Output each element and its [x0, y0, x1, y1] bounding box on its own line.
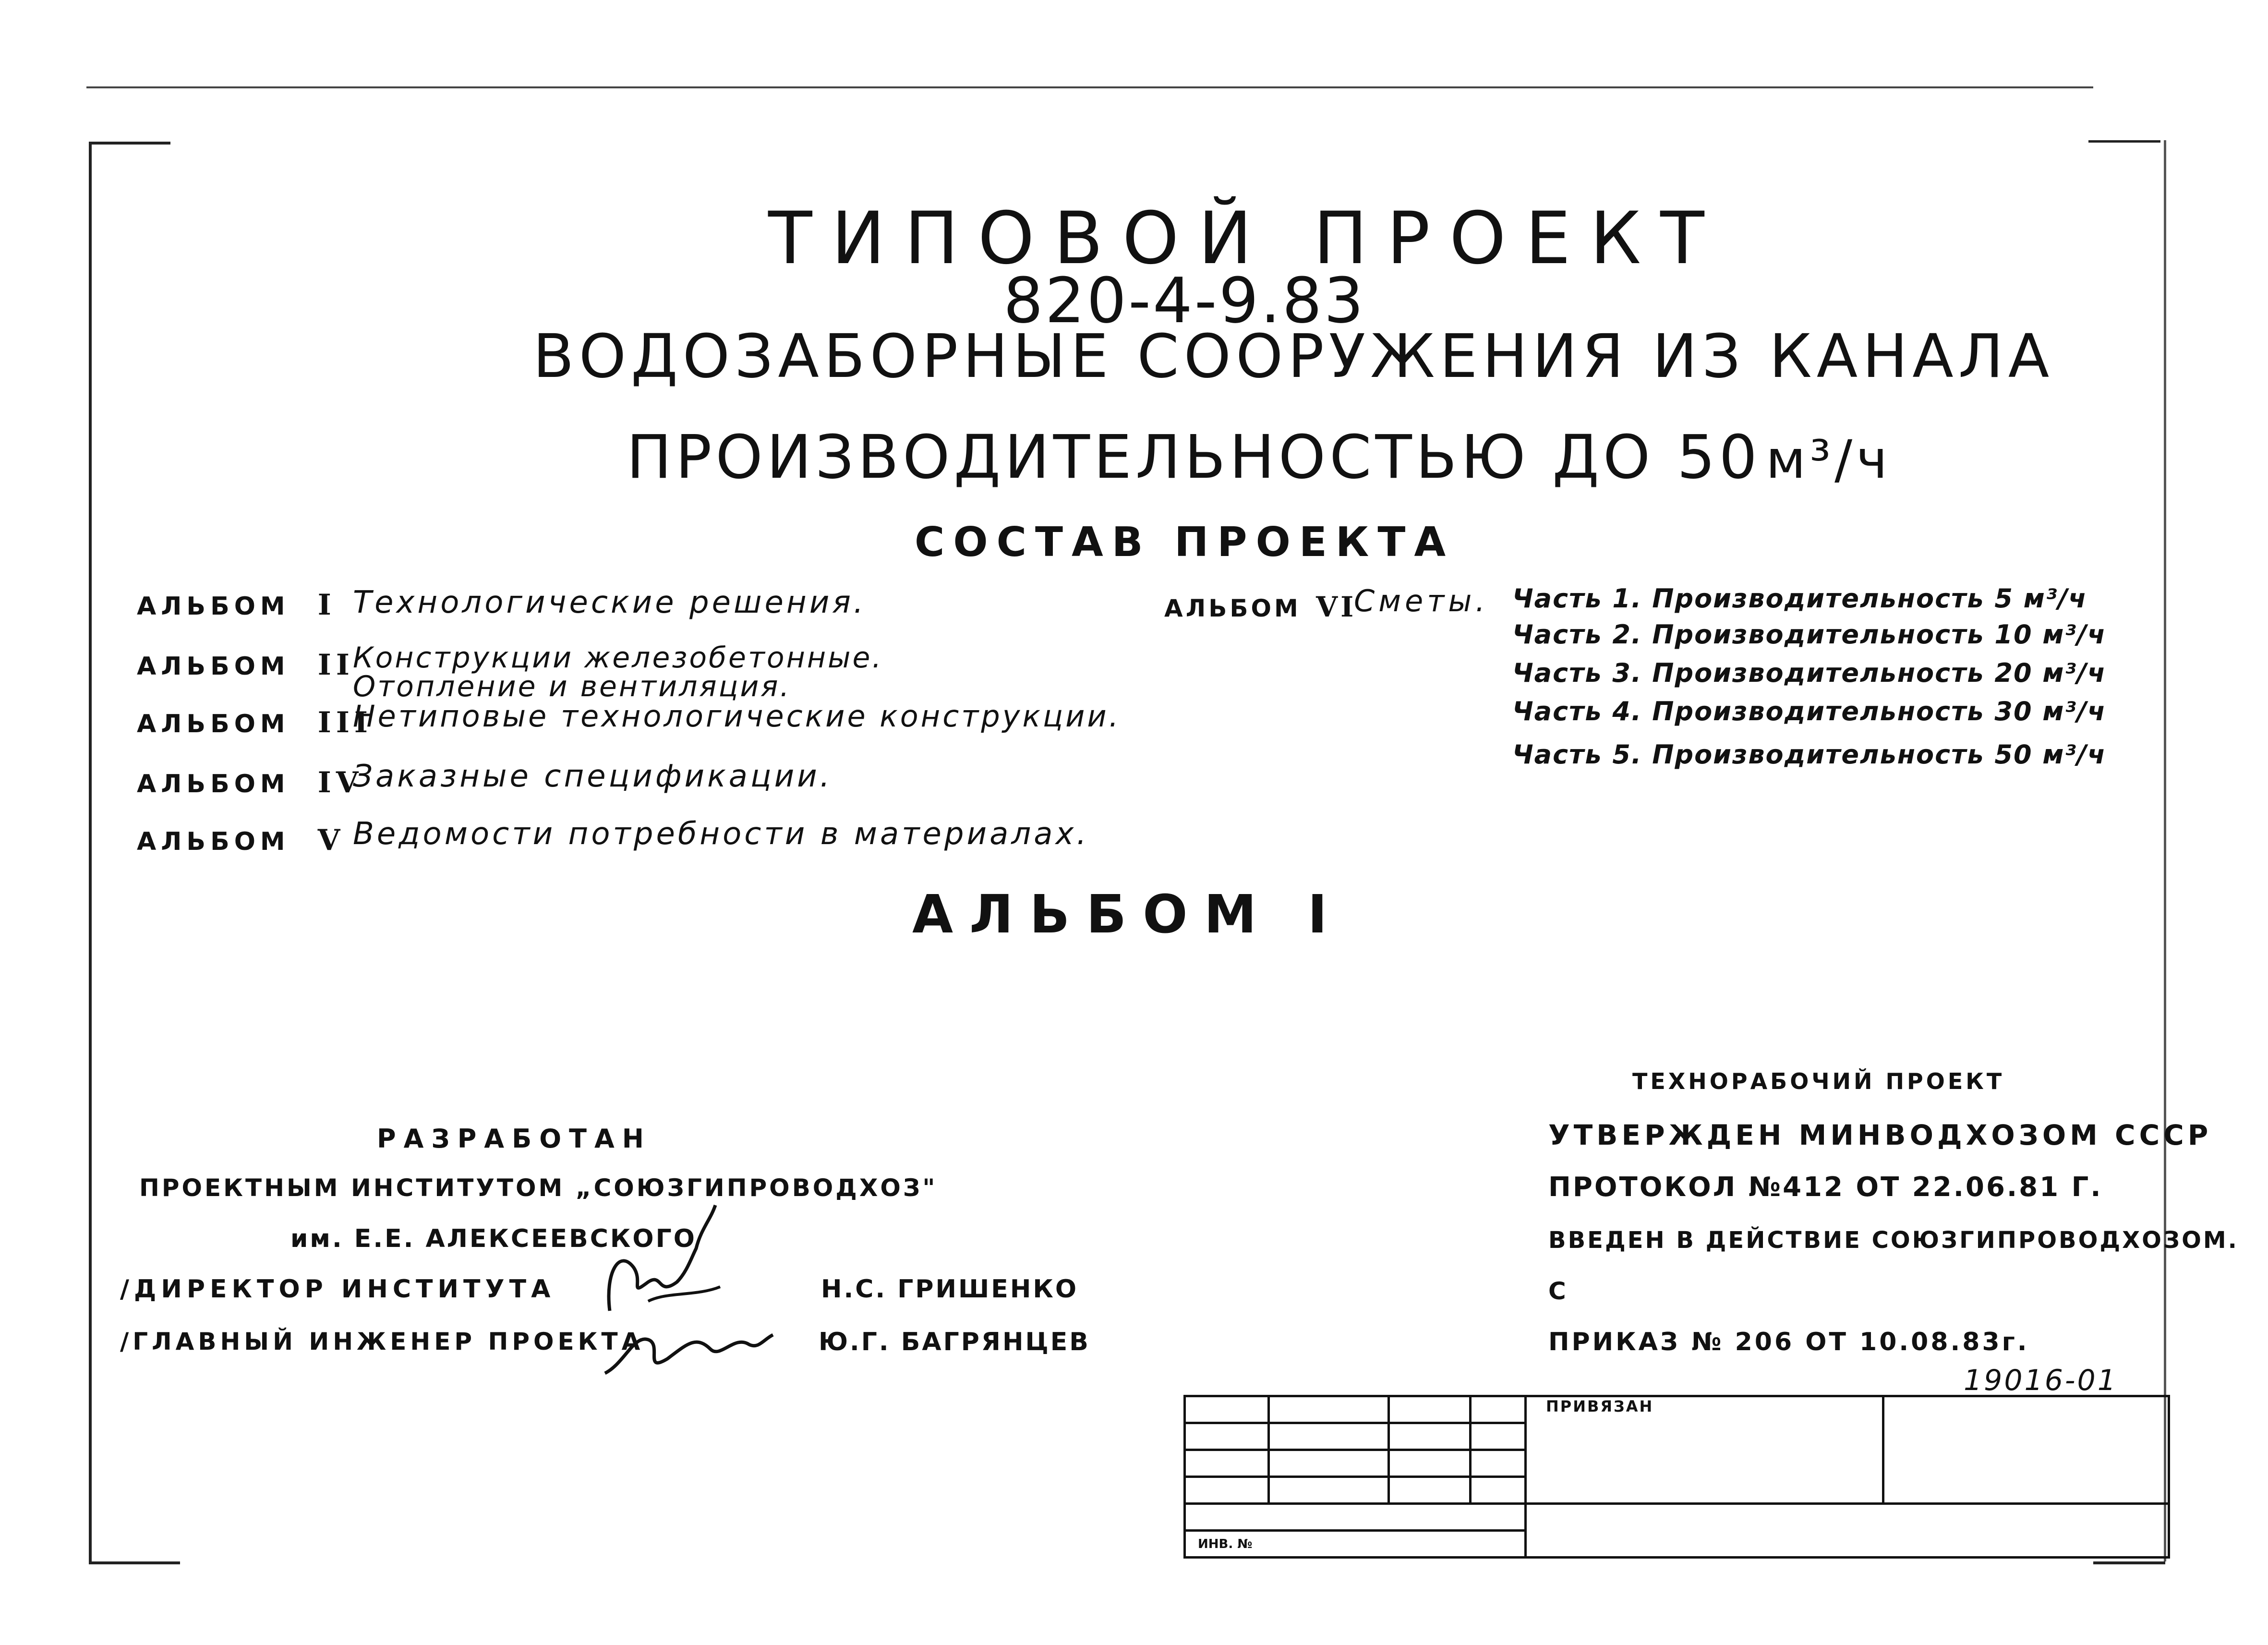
document-code: 19016-01	[1964, 1364, 2118, 1397]
frame-top-left	[89, 142, 170, 145]
capacity-unit: м³/ч	[1766, 429, 1892, 490]
stamp-inv-label: ИНВ. №	[1198, 1536, 1253, 1551]
frame-top-right	[2088, 140, 2160, 143]
approval-line4: С	[1548, 1277, 1566, 1305]
album-6-part-5: Часть 5. Производительность 50 м³/ч	[1512, 739, 2106, 770]
current-album: АЛЬБОМ I	[912, 883, 1344, 945]
page-title: ТИПОВОЙ ПРОЕКТ	[768, 197, 1724, 280]
developed-heading: РАЗРАБОТАН	[377, 1124, 651, 1154]
developed-line2: им. Е.Е. АЛЕКСЕЕВСКОГО	[290, 1224, 697, 1253]
approval-line3: ВВЕДЕН В ДЕЙСТВИЕ СОЮЗГИПРОВОДХОЗОМ.	[1548, 1227, 2239, 1254]
album-6-part-4: Часть 4. Производительность 30 м³/ч	[1512, 696, 2106, 726]
album-6-part-3: Часть 3. Производительность 20 м³/ч	[1512, 658, 2106, 688]
album-6-text: Сметы.	[1354, 583, 1489, 618]
album-2-label: АЛЬБОМ II	[137, 648, 354, 682]
composition-heading: СОСТАВ ПРОЕКТА	[915, 519, 1455, 566]
frame-bottom-left	[89, 1561, 180, 1564]
stamp-cell	[1269, 1423, 1389, 1450]
stamp-cell	[1185, 1396, 1269, 1423]
stamp-right-cell	[1883, 1396, 2169, 1504]
album-4-label: АЛЬБОМ IV	[137, 766, 363, 799]
stamp-cell	[1471, 1396, 1526, 1423]
stamp-cell	[1185, 1450, 1269, 1477]
director-role: /ДИРЕКТОР ИНСТИТУТА	[120, 1275, 555, 1304]
album-3-label: АЛЬБОМ III	[137, 706, 373, 739]
stamp-cell	[1471, 1423, 1526, 1450]
frame-right	[2164, 140, 2166, 1561]
stamp-cell	[1185, 1423, 1269, 1450]
signature-chief-engineer	[595, 1306, 778, 1388]
stamp-cell	[1389, 1477, 1471, 1504]
stamp-attached-label: ПРИВЯЗАН	[1546, 1397, 1654, 1415]
album-6-part-1: Часть 1. Производительность 5 м³/ч	[1512, 583, 2087, 614]
approval-heading: ТЕХНОРАБОЧИЙ ПРОЕКТ	[1632, 1068, 2005, 1094]
chief-engineer-name: Ю.Г. БАГРЯНЦЕВ	[819, 1328, 1090, 1356]
album-5-label: АЛЬБОМ V	[137, 823, 345, 857]
album-3-text: Нетиповые технологические конструкции.	[353, 699, 1121, 734]
capacity-text: ПРОИЗВОДИТЕЛЬНОСТЬЮ ДО 50	[627, 423, 1761, 492]
frame-left	[89, 142, 92, 1563]
stamp-attached-cell	[1526, 1396, 1883, 1504]
stamp-cell	[1269, 1450, 1389, 1477]
stamp-cell	[1389, 1396, 1471, 1423]
album-6-label: АЛЬБОМ VI	[1164, 591, 1357, 623]
developed-line1: ПРОЕКТНЫМ ИНСТИТУТОМ „СОЮЗГИПРОВОДХОЗ"	[139, 1174, 938, 1202]
album-5-text: Ведомости потребности в материалах.	[353, 816, 1089, 852]
stamp-cell	[1269, 1396, 1389, 1423]
album-1-text: Технологические решения.	[353, 585, 867, 620]
stamp-cell	[1389, 1423, 1471, 1450]
project-subtitle: ВОДОЗАБОРНЫЕ СООРУЖЕНИЯ ИЗ КАНАЛА	[533, 322, 2054, 391]
approval-line2: ПРОТОКОЛ №412 ОТ 22.06.81 Г.	[1548, 1172, 2103, 1203]
approval-line1: УТВЕРЖДЕН МИНВОДХОЗОМ СССР	[1548, 1119, 2212, 1151]
top-edge-line	[86, 86, 2093, 88]
stamp-cell	[1269, 1477, 1389, 1504]
stamp-bottom-cell	[1526, 1504, 2169, 1558]
stamp-cell	[1471, 1477, 1526, 1504]
album-4-text: Заказные спецификации.	[353, 759, 833, 794]
project-number: 820-4-9.83	[1003, 264, 1366, 337]
album-1-label: АЛЬБОМ I	[137, 588, 336, 622]
stamp-cell	[1471, 1450, 1526, 1477]
director-name: Н.С. ГРИШЕНКО	[821, 1275, 1079, 1304]
album-2-text: Конструкции железобетонные.	[353, 641, 883, 675]
album-6-part-2: Часть 2. Производительность 10 м³/ч	[1512, 619, 2106, 650]
frame-bottom-right	[2093, 1561, 2165, 1564]
stamp-cell	[1185, 1477, 1269, 1504]
stamp-cell	[1185, 1504, 1526, 1531]
album-2-text2: Отопление и вентиляция.	[353, 670, 791, 703]
capacity-line	[627, 423, 1891, 492]
approval-line5: ПРИКАЗ № 206 ОТ 10.08.83г.	[1548, 1328, 2029, 1356]
stamp-cell	[1389, 1450, 1471, 1477]
title-stamp	[1183, 1395, 2170, 1559]
stamp-inv-cell	[1185, 1531, 1526, 1558]
chief-engineer-role: /ГЛАВНЫЙ ИНЖЕНЕР ПРОЕКТА	[120, 1328, 644, 1355]
